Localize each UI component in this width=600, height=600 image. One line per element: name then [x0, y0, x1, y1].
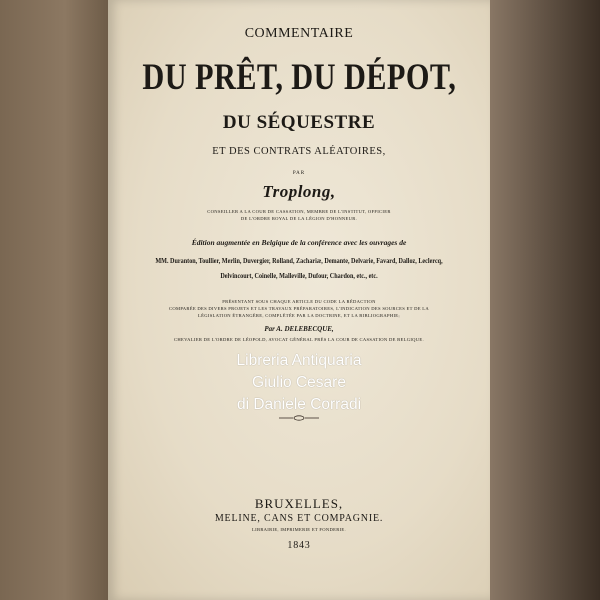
- translator-position: CHEVALIER DE L'ORDRE DE LÉOPOLD, AVOCAT GÉNÉRAL PRÈS LA COUR DE CASSATION DE BELGIQUE.: [174, 337, 424, 342]
- presentation-line1: PRÉSENTANT SOUS CHAQUE ARTICLE DU CODE LA RÉDACTION: [222, 299, 376, 304]
- par-label: PAR: [292, 171, 306, 176]
- subtitle-2: ET DES CONTRATS ALÉATOIRES,: [212, 146, 386, 157]
- authors-line1: MM. Duranton, Toullier, Merlin, Duvergier, Rolland, Zachariæ, Demante, Delvarie, Favard, Dalloz, Leclercq,: [155, 256, 443, 265]
- publisher-subtitle: LIBRAIRIE, IMPRIMERIE ET FONDERIE.: [252, 527, 346, 532]
- heading: COMMENTAIRE: [244, 26, 354, 41]
- author-position-line2: DE L'ORDRE ROYAL DE LA LÉGION D'HONNEUR.: [240, 216, 358, 221]
- book-binding: [0, 0, 108, 600]
- presentation-line2: COMPARÉE DES DIVERS PROJETS ET LES TRAVAUX PRÉPARATOIRES, L'INDICATION DES SOURCES ET DE LA: [168, 306, 430, 311]
- city: BRUXELLES,: [254, 496, 344, 511]
- subtitle: DU SÉQUESTRE: [222, 112, 376, 133]
- watermark-line2: Giulio Cesare: [252, 374, 346, 391]
- ornament-divider: [279, 415, 319, 421]
- page-edge: [488, 0, 600, 600]
- author-position-line1: CONSEILLER A LA COUR DE CASSATION, MEMBRE DE L'INSTITUT, OFFICIER: [207, 209, 391, 214]
- title-page: [108, 0, 490, 600]
- main-title: DU PRÊT, DU DÉPOT,: [142, 57, 457, 98]
- edition-line: Édition augmentée en Belgique de la conférence avec les ouvrages de: [191, 238, 407, 247]
- watermark-line3: di Daniele Corradi: [236, 396, 362, 413]
- author-name: Troplong,: [262, 182, 336, 201]
- year: 1843: [287, 540, 311, 551]
- translator-name: Par A. DELEBECQUE,: [264, 325, 334, 333]
- authors-line2: Delvincourt, Coinelle, Malleville, Dufour, Chardon, etc., etc.: [220, 271, 378, 280]
- presentation-line3: LÉGISLATION ÉTRANGÈRE, COMPLÉTÉE PAR LA DOCTRINE, ET LA BIBLIOGRAPHIE;: [198, 313, 400, 318]
- publisher: MELINE, CANS ET COMPAGNIE.: [214, 513, 384, 524]
- watermark-line1: Libreria Antiquaria: [236, 352, 362, 369]
